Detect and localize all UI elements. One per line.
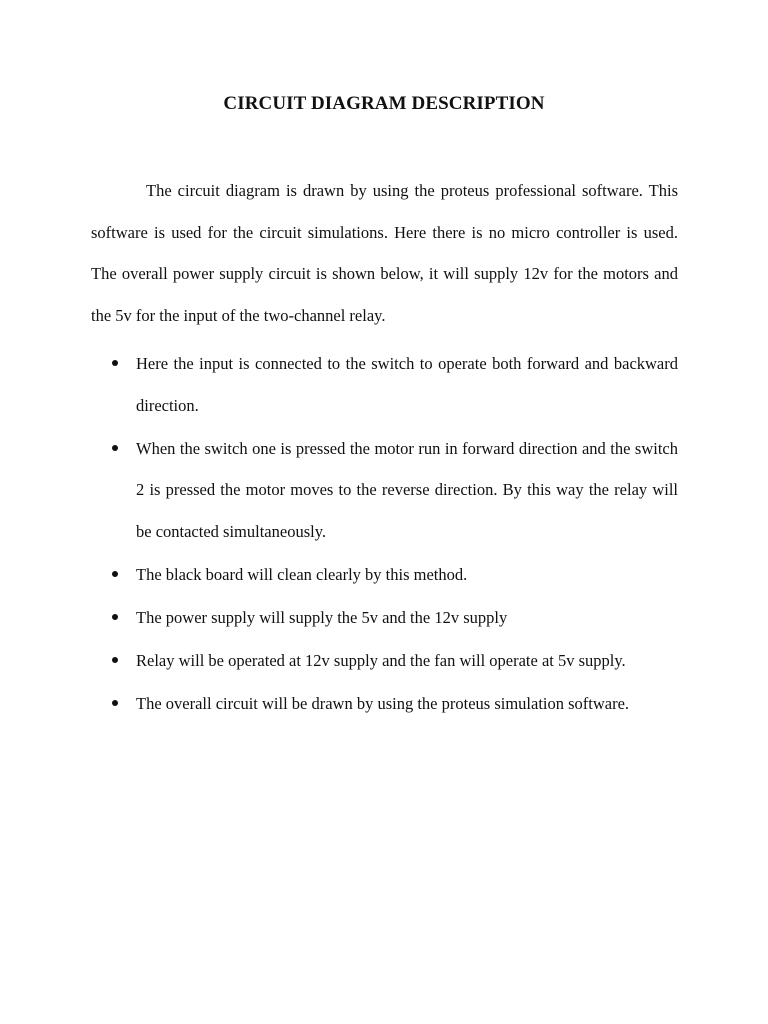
bullet-text: The power supply will supply the 5v and the 12v supply — [136, 607, 508, 627]
bullet-icon — [112, 571, 118, 577]
bullet-icon — [112, 700, 118, 706]
bullet-text: When the switch one is pressed the motor run in forward direction and the switch 2 is pressed the motor moves to the reverse direction. By this way the relay will be contacted simultaneously. — [136, 438, 678, 541]
page-title: CIRCUIT DIAGRAM DESCRIPTION — [223, 93, 545, 114]
bullet-icon — [112, 614, 118, 620]
bullet-list — [91, 343, 678, 726]
intro-paragraph: The circuit diagram is drawn by using the proteus professional software. This software is used for the circuit simulations. Here there is no micro controller is used. The overall power supply circuit is shown below, it will supply 12v for the motors and the 5v for the input of the two-channel relay. — [91, 181, 678, 325]
bullet-icon — [112, 445, 118, 451]
bullet-icon — [112, 657, 118, 663]
list-item — [91, 428, 678, 553]
bullet-text: The overall circuit will be drawn by using the proteus simulation software. — [136, 693, 630, 713]
list-item — [91, 597, 678, 639]
list-item — [91, 554, 678, 596]
list-item — [91, 640, 678, 682]
bullet-text: The black board will clean clearly by this method. — [136, 564, 468, 584]
list-item — [91, 683, 678, 725]
bullet-icon — [112, 360, 118, 366]
list-item — [91, 343, 678, 426]
bullet-text: Relay will be operated at 12v supply and the fan will operate at 5v supply. — [136, 650, 626, 670]
bullet-text: Here the input is connected to the switch to operate both forward and backward direction. — [136, 354, 678, 415]
